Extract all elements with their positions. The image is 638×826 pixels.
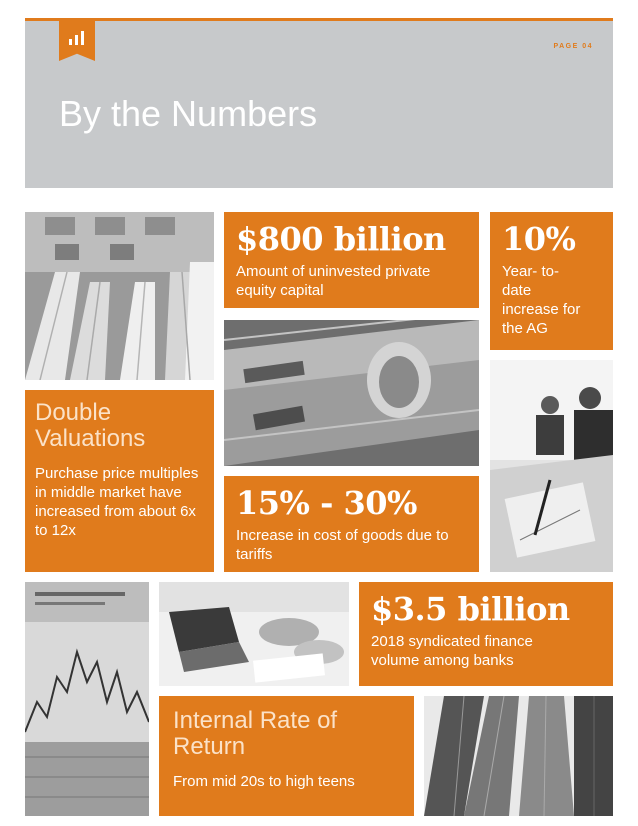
page-number: PAGE 04 xyxy=(553,43,593,50)
stat-finance-value: $3.5 billion xyxy=(371,590,570,628)
page-title: By the Numbers xyxy=(59,93,318,134)
stat-finance-tile xyxy=(359,582,613,686)
money-photo xyxy=(224,320,479,466)
columns-photo xyxy=(25,212,214,380)
stat-finance-desc: 2018 syndicated finance volume among banks xyxy=(371,633,533,669)
valuations-desc: Purchase price multiples in middle market have increased from about 6x to 12x xyxy=(35,465,199,539)
bookmark-ribbon xyxy=(59,21,95,61)
valuations-tile xyxy=(25,390,214,572)
stat-capital-value: $800 billion xyxy=(236,220,446,258)
stat-ytd-value: 10% xyxy=(502,220,576,258)
stat-tariffs-value: 15% - 30% xyxy=(236,484,417,522)
stat-capital-desc: Amount of uninvested private equity capital xyxy=(236,263,431,299)
stat-ytd-desc: Year- to-date increase for the AG xyxy=(502,263,581,337)
newspaper-photo xyxy=(25,582,149,816)
stat-tariffs-tile xyxy=(224,476,479,572)
stat-tariffs-desc: Increase in cost of goods due to tariffs xyxy=(236,527,449,563)
irr-title: Internal Rate of Return xyxy=(173,707,338,760)
stat-capital-tile xyxy=(224,212,479,308)
stat-ytd-tile xyxy=(490,212,613,350)
skyscrapers-photo xyxy=(424,696,613,816)
meeting-photo xyxy=(490,360,613,572)
valuations-title: Double Valuations xyxy=(35,399,146,452)
irr-tile xyxy=(159,696,414,816)
page-header xyxy=(25,18,613,188)
laptop-photo xyxy=(159,582,349,686)
bar-chart-icon xyxy=(68,30,86,46)
irr-desc: From mid 20s to high teens xyxy=(173,773,355,790)
